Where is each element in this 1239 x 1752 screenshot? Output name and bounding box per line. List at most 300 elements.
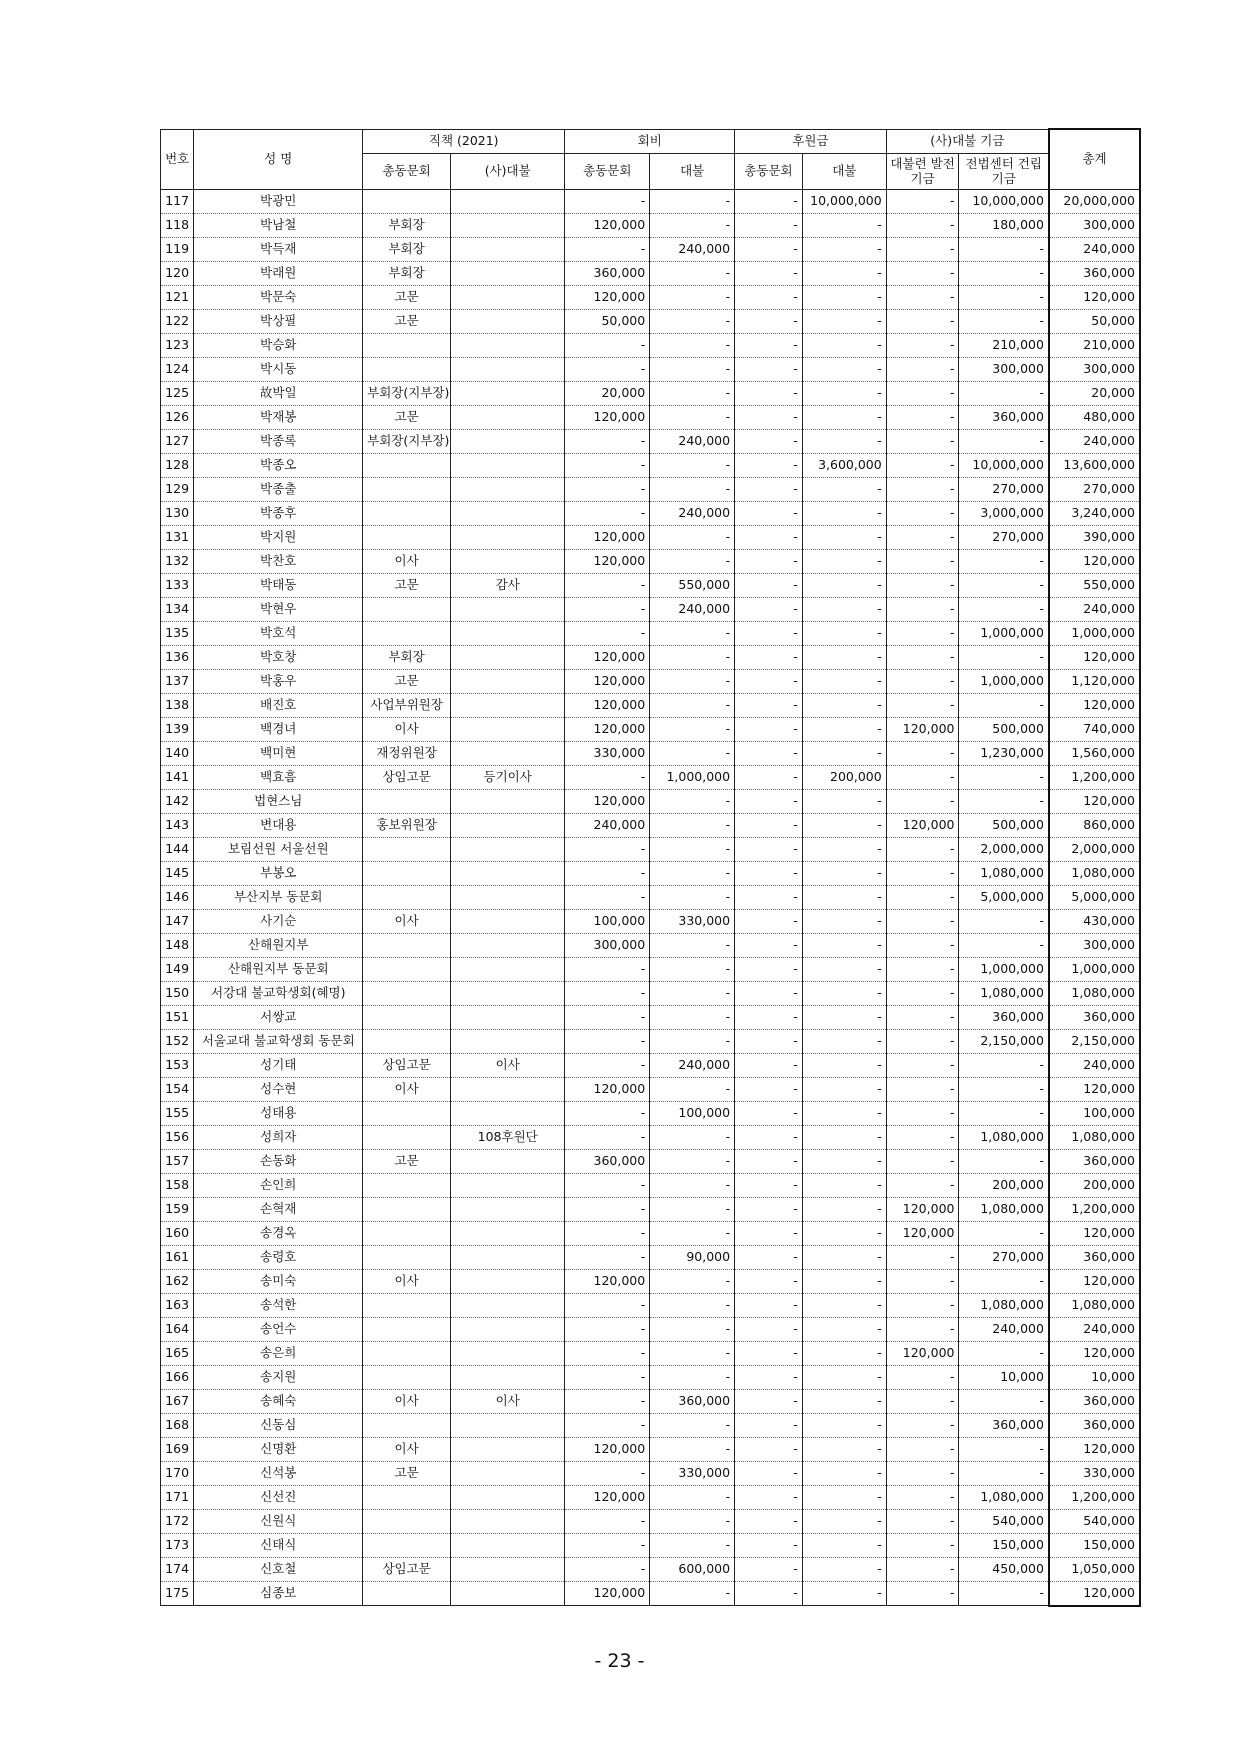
table-row — [161, 1485, 1141, 1509]
cell-fund-center: 360,000 — [959, 1413, 1049, 1437]
cell-support-daebul: - — [802, 789, 886, 813]
cell-fee-daebul: 360,000 — [650, 1389, 735, 1413]
cell-support-daebul: - — [802, 357, 886, 381]
cell-fee-daebul: - — [650, 957, 735, 981]
cell-position-alumni — [363, 1341, 451, 1365]
cell-no: 166 — [161, 1365, 194, 1389]
cell-fee-daebul: - — [650, 261, 735, 285]
cell-support-daebul: - — [802, 1461, 886, 1485]
cell-name: 송령호 — [194, 1245, 363, 1269]
cell-support-daebul: - — [802, 1485, 886, 1509]
cell-no: 148 — [161, 933, 194, 957]
cell-fund-center: 180,000 — [959, 213, 1049, 237]
cell-fee-daebul: - — [650, 1077, 735, 1101]
cell-position-daebul — [451, 885, 565, 909]
cell-support-alumni: - — [735, 381, 803, 405]
cell-support-alumni: - — [735, 1485, 803, 1509]
cell-fee-daebul: 330,000 — [650, 1461, 735, 1485]
cell-fund-dev: - — [886, 1101, 959, 1125]
cell-name: 송언수 — [194, 1317, 363, 1341]
cell-position-daebul — [451, 381, 565, 405]
cell-name: 법현스님 — [194, 789, 363, 813]
cell-support-alumni: - — [735, 909, 803, 933]
table-row — [161, 813, 1141, 837]
cell-fee-alumni: 360,000 — [565, 261, 650, 285]
cell-no: 118 — [161, 213, 194, 237]
cell-fund-dev: 120,000 — [886, 1341, 959, 1365]
cell-total: 360,000 — [1049, 1389, 1140, 1413]
cell-support-alumni: - — [735, 189, 803, 213]
cell-no: 142 — [161, 789, 194, 813]
cell-position-alumni — [363, 453, 451, 477]
cell-position-daebul — [451, 1461, 565, 1485]
cell-fee-alumni: 330,000 — [565, 741, 650, 765]
cell-support-daebul: 200,000 — [802, 765, 886, 789]
cell-no: 168 — [161, 1413, 194, 1437]
cell-total: 120,000 — [1049, 693, 1140, 717]
table-row — [161, 861, 1141, 885]
cell-position-daebul — [451, 1149, 565, 1173]
cell-position-daebul: 108후원단 — [451, 1125, 565, 1149]
cell-fee-alumni: 50,000 — [565, 309, 650, 333]
cell-position-alumni — [363, 1245, 451, 1269]
cell-name: 부산지부 동문회 — [194, 885, 363, 909]
cell-total: 1,080,000 — [1049, 1125, 1140, 1149]
cell-support-daebul: 10,000,000 — [802, 189, 886, 213]
table-row — [161, 1077, 1141, 1101]
cell-fund-dev: - — [886, 237, 959, 261]
cell-name: 심종보 — [194, 1581, 363, 1606]
cell-fee-alumni: - — [565, 1317, 650, 1341]
cell-no: 124 — [161, 357, 194, 381]
cell-position-daebul — [451, 1317, 565, 1341]
cell-position-alumni: 부회장 — [363, 237, 451, 261]
table-row — [161, 837, 1141, 861]
cell-fund-dev: - — [886, 981, 959, 1005]
cell-fund-center: - — [959, 693, 1049, 717]
table-row — [161, 1029, 1141, 1053]
table-row — [161, 189, 1141, 213]
table-row — [161, 549, 1141, 573]
cell-support-daebul: - — [802, 1341, 886, 1365]
cell-support-alumni: - — [735, 1533, 803, 1557]
cell-support-alumni: - — [735, 285, 803, 309]
table-row — [161, 333, 1141, 357]
cell-fund-dev: - — [886, 933, 959, 957]
cell-no: 174 — [161, 1557, 194, 1581]
cell-fund-dev: - — [886, 333, 959, 357]
cell-fund-center: - — [959, 381, 1049, 405]
cell-position-alumni: 이사 — [363, 909, 451, 933]
header-fund-dev: 대불련 발전기금 — [886, 153, 959, 189]
cell-position-alumni: 이사 — [363, 717, 451, 741]
table-row — [161, 261, 1141, 285]
cell-fund-center: - — [959, 1461, 1049, 1485]
cell-no: 150 — [161, 981, 194, 1005]
table-row — [161, 885, 1141, 909]
cell-no: 121 — [161, 285, 194, 309]
table-row — [161, 237, 1141, 261]
cell-name: 박득재 — [194, 237, 363, 261]
cell-no: 161 — [161, 1245, 194, 1269]
cell-fund-center: - — [959, 573, 1049, 597]
cell-fee-alumni: 120,000 — [565, 693, 650, 717]
cell-fund-dev: - — [886, 1533, 959, 1557]
cell-position-daebul — [451, 1365, 565, 1389]
cell-support-alumni: - — [735, 885, 803, 909]
cell-position-daebul — [451, 1533, 565, 1557]
cell-name: 산해원지부 — [194, 933, 363, 957]
cell-fee-alumni: - — [565, 765, 650, 789]
cell-support-daebul: - — [802, 1293, 886, 1317]
cell-total: 270,000 — [1049, 477, 1140, 501]
table-row — [161, 717, 1141, 741]
cell-no: 120 — [161, 261, 194, 285]
cell-fee-daebul: - — [650, 621, 735, 645]
cell-name: 박재봉 — [194, 405, 363, 429]
cell-support-alumni: - — [735, 669, 803, 693]
cell-position-daebul — [451, 597, 565, 621]
cell-fund-dev: - — [886, 189, 959, 213]
header-support: 후원금 — [735, 129, 887, 153]
cell-fee-daebul: - — [650, 357, 735, 381]
cell-no: 127 — [161, 429, 194, 453]
cell-position-daebul — [451, 1173, 565, 1197]
cell-name: 백경녀 — [194, 717, 363, 741]
cell-no: 126 — [161, 405, 194, 429]
cell-fund-dev: 120,000 — [886, 1197, 959, 1221]
cell-fund-center: - — [959, 645, 1049, 669]
cell-fee-daebul: - — [650, 837, 735, 861]
cell-name: 송은희 — [194, 1341, 363, 1365]
cell-position-alumni — [363, 837, 451, 861]
cell-support-alumni: - — [735, 1413, 803, 1437]
cell-fund-dev: - — [886, 213, 959, 237]
cell-name: 산해원지부 동문회 — [194, 957, 363, 981]
cell-support-alumni: - — [735, 549, 803, 573]
cell-support-alumni: - — [735, 1269, 803, 1293]
cell-fee-alumni: - — [565, 837, 650, 861]
cell-fund-dev: - — [886, 1149, 959, 1173]
cell-support-alumni: - — [735, 813, 803, 837]
cell-position-daebul — [451, 429, 565, 453]
cell-name: 송석한 — [194, 1293, 363, 1317]
cell-support-daebul: - — [802, 1053, 886, 1077]
table-row — [161, 1221, 1141, 1245]
cell-support-daebul: - — [802, 285, 886, 309]
cell-fund-dev: - — [886, 525, 959, 549]
cell-support-daebul: - — [802, 1365, 886, 1389]
cell-fee-alumni: 120,000 — [565, 1269, 650, 1293]
cell-total: 480,000 — [1049, 405, 1140, 429]
cell-support-daebul: - — [802, 573, 886, 597]
cell-position-daebul — [451, 1005, 565, 1029]
cell-position-alumni — [363, 885, 451, 909]
cell-name: 백효흠 — [194, 765, 363, 789]
cell-position-daebul — [451, 213, 565, 237]
cell-fee-daebul: 330,000 — [650, 909, 735, 933]
cell-support-daebul: - — [802, 1269, 886, 1293]
cell-total: 20,000,000 — [1049, 189, 1140, 213]
cell-fee-alumni: - — [565, 453, 650, 477]
cell-fee-daebul: - — [650, 1197, 735, 1221]
cell-name: 신석봉 — [194, 1461, 363, 1485]
cell-no: 158 — [161, 1173, 194, 1197]
cell-fund-dev: - — [886, 477, 959, 501]
cell-fund-center: 300,000 — [959, 357, 1049, 381]
table-row — [161, 1293, 1141, 1317]
cell-name: 성수현 — [194, 1077, 363, 1101]
cell-name: 박종오 — [194, 453, 363, 477]
cell-position-daebul — [451, 1341, 565, 1365]
cell-no: 167 — [161, 1389, 194, 1413]
cell-fund-dev: - — [886, 741, 959, 765]
cell-fee-daebul: - — [650, 693, 735, 717]
cell-position-alumni — [363, 981, 451, 1005]
cell-position-alumni — [363, 1029, 451, 1053]
cell-fund-center: - — [959, 933, 1049, 957]
cell-no: 153 — [161, 1053, 194, 1077]
cell-name: 박상필 — [194, 309, 363, 333]
cell-support-daebul: - — [802, 1125, 886, 1149]
cell-no: 156 — [161, 1125, 194, 1149]
table-row — [161, 597, 1141, 621]
cell-support-alumni: - — [735, 237, 803, 261]
cell-position-alumni — [363, 933, 451, 957]
table-row — [161, 1101, 1141, 1125]
cell-position-alumni — [363, 1005, 451, 1029]
header-support-daebul: 대불 — [802, 153, 886, 189]
cell-support-alumni: - — [735, 357, 803, 381]
cell-name: 박래원 — [194, 261, 363, 285]
cell-support-daebul: - — [802, 1317, 886, 1341]
cell-total: 120,000 — [1049, 1221, 1140, 1245]
cell-position-daebul — [451, 549, 565, 573]
cell-fund-center: 1,000,000 — [959, 957, 1049, 981]
cell-fund-dev: - — [886, 429, 959, 453]
cell-fund-center: - — [959, 1269, 1049, 1293]
cell-support-alumni: - — [735, 957, 803, 981]
cell-position-daebul — [451, 669, 565, 693]
cell-fee-alumni: - — [565, 1101, 650, 1125]
cell-support-daebul: - — [802, 213, 886, 237]
cell-fee-alumni: 120,000 — [565, 717, 650, 741]
cell-fee-alumni: - — [565, 1557, 650, 1581]
cell-support-alumni: - — [735, 861, 803, 885]
cell-position-alumni — [363, 1293, 451, 1317]
cell-name: 사기순 — [194, 909, 363, 933]
cell-fund-center: 10,000 — [959, 1365, 1049, 1389]
cell-fee-daebul: 100,000 — [650, 1101, 735, 1125]
cell-no: 154 — [161, 1077, 194, 1101]
cell-position-alumni: 고문 — [363, 1149, 451, 1173]
cell-total: 390,000 — [1049, 525, 1140, 549]
header-no: 번호 — [161, 129, 194, 189]
table-row — [161, 765, 1141, 789]
cell-position-daebul — [451, 1437, 565, 1461]
cell-no: 131 — [161, 525, 194, 549]
cell-name: 성기태 — [194, 1053, 363, 1077]
cell-support-daebul: - — [802, 1437, 886, 1461]
cell-support-alumni: - — [735, 1557, 803, 1581]
cell-position-alumni: 사업부위원장 — [363, 693, 451, 717]
cell-fund-center: 270,000 — [959, 477, 1049, 501]
cell-support-daebul: - — [802, 861, 886, 885]
cell-fee-alumni: - — [565, 1173, 650, 1197]
cell-fee-alumni: 100,000 — [565, 909, 650, 933]
cell-support-daebul: - — [802, 597, 886, 621]
cell-position-alumni: 고문 — [363, 285, 451, 309]
cell-fee-daebul: - — [650, 213, 735, 237]
cell-no: 149 — [161, 957, 194, 981]
cell-name: 박현우 — [194, 597, 363, 621]
cell-fee-alumni: 120,000 — [565, 1485, 650, 1509]
cell-fee-daebul: 240,000 — [650, 1053, 735, 1077]
cell-total: 300,000 — [1049, 933, 1140, 957]
table-row — [161, 1317, 1141, 1341]
cell-position-alumni: 재정위원장 — [363, 741, 451, 765]
cell-position-alumni: 상임고문 — [363, 1053, 451, 1077]
cell-fund-center: 1,230,000 — [959, 741, 1049, 765]
cell-position-alumni: 이사 — [363, 1077, 451, 1101]
cell-fund-dev: - — [886, 1389, 959, 1413]
table-row — [161, 933, 1141, 957]
cell-support-daebul: - — [802, 429, 886, 453]
cell-support-alumni: - — [735, 429, 803, 453]
cell-support-daebul: - — [802, 837, 886, 861]
cell-support-alumni: - — [735, 1461, 803, 1485]
cell-name: 서울교대 불교학생회 동문회 — [194, 1029, 363, 1053]
cell-name: 신선진 — [194, 1485, 363, 1509]
cell-fund-center: 360,000 — [959, 1005, 1049, 1029]
cell-fund-dev: - — [886, 1485, 959, 1509]
cell-support-daebul: - — [802, 885, 886, 909]
header-position: 직책 (2021) — [363, 129, 565, 153]
cell-no: 117 — [161, 189, 194, 213]
cell-support-daebul: - — [802, 549, 886, 573]
cell-position-alumni: 상임고문 — [363, 765, 451, 789]
cell-no: 155 — [161, 1101, 194, 1125]
cell-fund-dev: - — [886, 1437, 959, 1461]
cell-name: 성희자 — [194, 1125, 363, 1149]
cell-fee-alumni: - — [565, 237, 650, 261]
cell-fee-daebul: - — [650, 333, 735, 357]
cell-position-daebul — [451, 741, 565, 765]
cell-fee-alumni: - — [565, 1197, 650, 1221]
cell-fund-center: 1,000,000 — [959, 621, 1049, 645]
cell-support-daebul: - — [802, 333, 886, 357]
cell-no: 171 — [161, 1485, 194, 1509]
cell-name: 변대용 — [194, 813, 363, 837]
cell-fee-alumni: - — [565, 1245, 650, 1269]
header-position-alumni: 총동문회 — [363, 153, 451, 189]
cell-total: 2,000,000 — [1049, 837, 1140, 861]
cell-support-alumni: - — [735, 621, 803, 645]
cell-fee-alumni: - — [565, 861, 650, 885]
cell-support-daebul: - — [802, 957, 886, 981]
cell-position-alumni: 이사 — [363, 1389, 451, 1413]
cell-fund-center: - — [959, 1101, 1049, 1125]
cell-fund-center: - — [959, 765, 1049, 789]
cell-no: 129 — [161, 477, 194, 501]
cell-position-alumni: 부회장(지부장) — [363, 381, 451, 405]
cell-fund-center: - — [959, 1341, 1049, 1365]
cell-support-daebul: - — [802, 1149, 886, 1173]
cell-no: 132 — [161, 549, 194, 573]
cell-total: 1,120,000 — [1049, 669, 1140, 693]
cell-name: 박지원 — [194, 525, 363, 549]
cell-no: 140 — [161, 741, 194, 765]
cell-support-daebul: - — [802, 669, 886, 693]
cell-total: 2,150,000 — [1049, 1029, 1140, 1053]
cell-support-daebul: - — [802, 237, 886, 261]
cell-fund-dev: - — [886, 261, 959, 285]
cell-fund-center: 270,000 — [959, 525, 1049, 549]
cell-fee-daebul: - — [650, 1005, 735, 1029]
cell-position-daebul — [451, 645, 565, 669]
cell-support-daebul: - — [802, 621, 886, 645]
cell-fund-dev: - — [886, 1029, 959, 1053]
cell-support-alumni: - — [735, 1005, 803, 1029]
header-fee: 회비 — [565, 129, 735, 153]
cell-fee-alumni: - — [565, 885, 650, 909]
table-row — [161, 213, 1141, 237]
cell-total: 240,000 — [1049, 237, 1140, 261]
cell-fund-dev: - — [886, 573, 959, 597]
cell-fee-alumni: - — [565, 1053, 650, 1077]
cell-position-alumni: 이사 — [363, 1269, 451, 1293]
cell-fee-alumni: - — [565, 1029, 650, 1053]
cell-name: 송지원 — [194, 1365, 363, 1389]
cell-fee-alumni: 120,000 — [565, 669, 650, 693]
cell-support-alumni: - — [735, 405, 803, 429]
cell-position-daebul — [451, 909, 565, 933]
cell-total: 120,000 — [1049, 1581, 1140, 1606]
cell-support-alumni: - — [735, 1221, 803, 1245]
cell-fee-alumni: 120,000 — [565, 1077, 650, 1101]
cell-position-daebul — [451, 333, 565, 357]
table-row — [161, 1005, 1141, 1029]
cell-fee-daebul: - — [650, 1581, 735, 1606]
cell-name: 신원식 — [194, 1509, 363, 1533]
cell-position-daebul — [451, 1269, 565, 1293]
cell-support-alumni: - — [735, 213, 803, 237]
cell-no: 145 — [161, 861, 194, 885]
cell-position-daebul — [451, 813, 565, 837]
cell-fund-dev: - — [886, 765, 959, 789]
header-fund-center: 전법센터 건립기금 — [959, 153, 1049, 189]
cell-fee-daebul: - — [650, 1125, 735, 1149]
cell-fee-daebul: - — [650, 309, 735, 333]
cell-total: 1,080,000 — [1049, 1293, 1140, 1317]
header-fund: (사)대불 기금 — [886, 129, 1049, 153]
cell-position-daebul — [451, 981, 565, 1005]
cell-position-alumni — [363, 1485, 451, 1509]
cell-fee-daebul: - — [650, 669, 735, 693]
cell-support-alumni: - — [735, 837, 803, 861]
cell-total: 1,000,000 — [1049, 621, 1140, 645]
cell-support-alumni: - — [735, 1317, 803, 1341]
cell-support-alumni: - — [735, 1245, 803, 1269]
cell-total: 120,000 — [1049, 549, 1140, 573]
cell-fee-alumni: 120,000 — [565, 285, 650, 309]
cell-position-daebul — [451, 861, 565, 885]
cell-position-daebul — [451, 525, 565, 549]
cell-no: 137 — [161, 669, 194, 693]
cell-fee-daebul: - — [650, 813, 735, 837]
cell-fund-dev: 120,000 — [886, 1221, 959, 1245]
cell-fee-alumni: 300,000 — [565, 933, 650, 957]
